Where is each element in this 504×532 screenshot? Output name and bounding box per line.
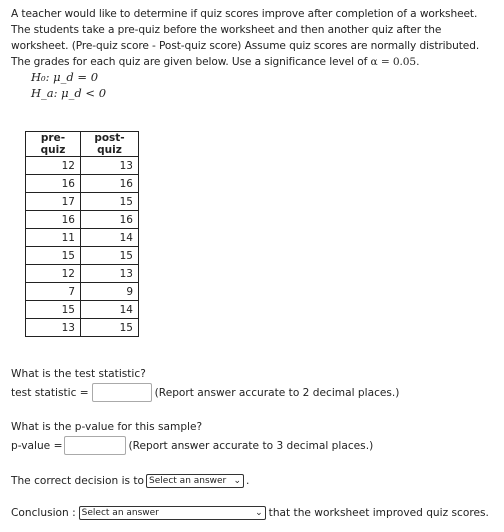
- test-statistic-input[interactable]: [92, 383, 152, 402]
- decision-select[interactable]: [146, 474, 244, 488]
- conclusion-label: Conclusion :: [11, 507, 76, 519]
- pre-quiz-cell: 16: [26, 175, 81, 193]
- post-quiz-cell: 13: [81, 265, 139, 283]
- pre-quiz-cell: 15: [26, 301, 81, 319]
- conclusion-row: [11, 506, 489, 520]
- alpha-value: = 0.05.: [380, 56, 420, 68]
- pre-quiz-cell: 13: [26, 319, 81, 337]
- decision-after: .: [246, 475, 250, 487]
- post-quiz-cell: 15: [81, 193, 139, 211]
- post-quiz-cell: 15: [81, 247, 139, 265]
- p-value-input[interactable]: [64, 436, 126, 455]
- test-statistic-label: test statistic =: [11, 386, 89, 399]
- conclusion-select-value: Select an answer: [81, 508, 159, 518]
- conclusion-select[interactable]: [79, 506, 266, 520]
- null-hypothesis: H₀: μ_d = 0: [31, 70, 99, 84]
- conclusion-after: that the worksheet improved quiz scores.: [268, 507, 489, 519]
- header-pre-quiz: pre-quiz: [26, 132, 81, 157]
- table-row: [26, 283, 139, 301]
- p-value-question: What is the p-value for this sample?: [11, 421, 203, 433]
- post-quiz-cell: 14: [81, 229, 139, 247]
- table-row: [26, 157, 139, 175]
- chevron-down-icon: ⌄: [233, 475, 242, 486]
- table-row: [26, 175, 139, 193]
- pre-quiz-cell: 16: [26, 211, 81, 229]
- table-row: [26, 247, 139, 265]
- test-statistic-row: [11, 383, 399, 402]
- table-row: [26, 319, 139, 337]
- post-quiz-cell: 13: [81, 157, 139, 175]
- alpha-symbol: α: [370, 56, 378, 68]
- p-value-label: p-value =: [11, 439, 63, 452]
- post-quiz-cell: 14: [81, 301, 139, 319]
- chevron-down-icon: ⌄: [255, 507, 263, 518]
- post-quiz-cell: 16: [81, 211, 139, 229]
- table-row: [26, 301, 139, 319]
- pre-quiz-cell: 15: [26, 247, 81, 265]
- header-post-quiz: post-quiz: [81, 132, 139, 157]
- quiz-scores-table: [25, 131, 139, 337]
- problem-statement: [11, 6, 493, 70]
- test-statistic-note: (Report answer accurate to 2 decimal places.): [154, 386, 400, 399]
- table-row: [26, 265, 139, 283]
- pre-quiz-cell: 11: [26, 229, 81, 247]
- post-quiz-cell: 16: [81, 175, 139, 193]
- p-value-row: [11, 436, 373, 455]
- pre-quiz-cell: 12: [26, 157, 81, 175]
- alternative-hypothesis: H_a: μ_d < 0: [31, 86, 107, 100]
- intro-text: A teacher would like to determine if quiz scores improve after completion of a worksheet. The students take a pre-quiz before the worksheet and then another quiz after the worksheet. (Pre-quiz score - Post-quiz score) Assume quiz scores are normally distributed. The grades for each quiz are given below. Use a significance level of: [11, 8, 480, 68]
- decision-label: The correct decision is to: [11, 475, 145, 487]
- post-quiz-cell: 9: [81, 283, 139, 301]
- pre-quiz-cell: 12: [26, 265, 81, 283]
- p-value-note: (Report answer accurate to 3 decimal places.): [128, 439, 374, 452]
- table-row: [26, 193, 139, 211]
- table-row: [26, 211, 139, 229]
- table-row: [26, 229, 139, 247]
- decision-row: [11, 474, 249, 488]
- pre-quiz-cell: 17: [26, 193, 81, 211]
- decision-select-value: Select an answer: [149, 476, 227, 486]
- pre-quiz-cell: 7: [26, 283, 81, 301]
- post-quiz-cell: 15: [81, 319, 139, 337]
- test-statistic-question: What is the test statistic?: [11, 368, 146, 380]
